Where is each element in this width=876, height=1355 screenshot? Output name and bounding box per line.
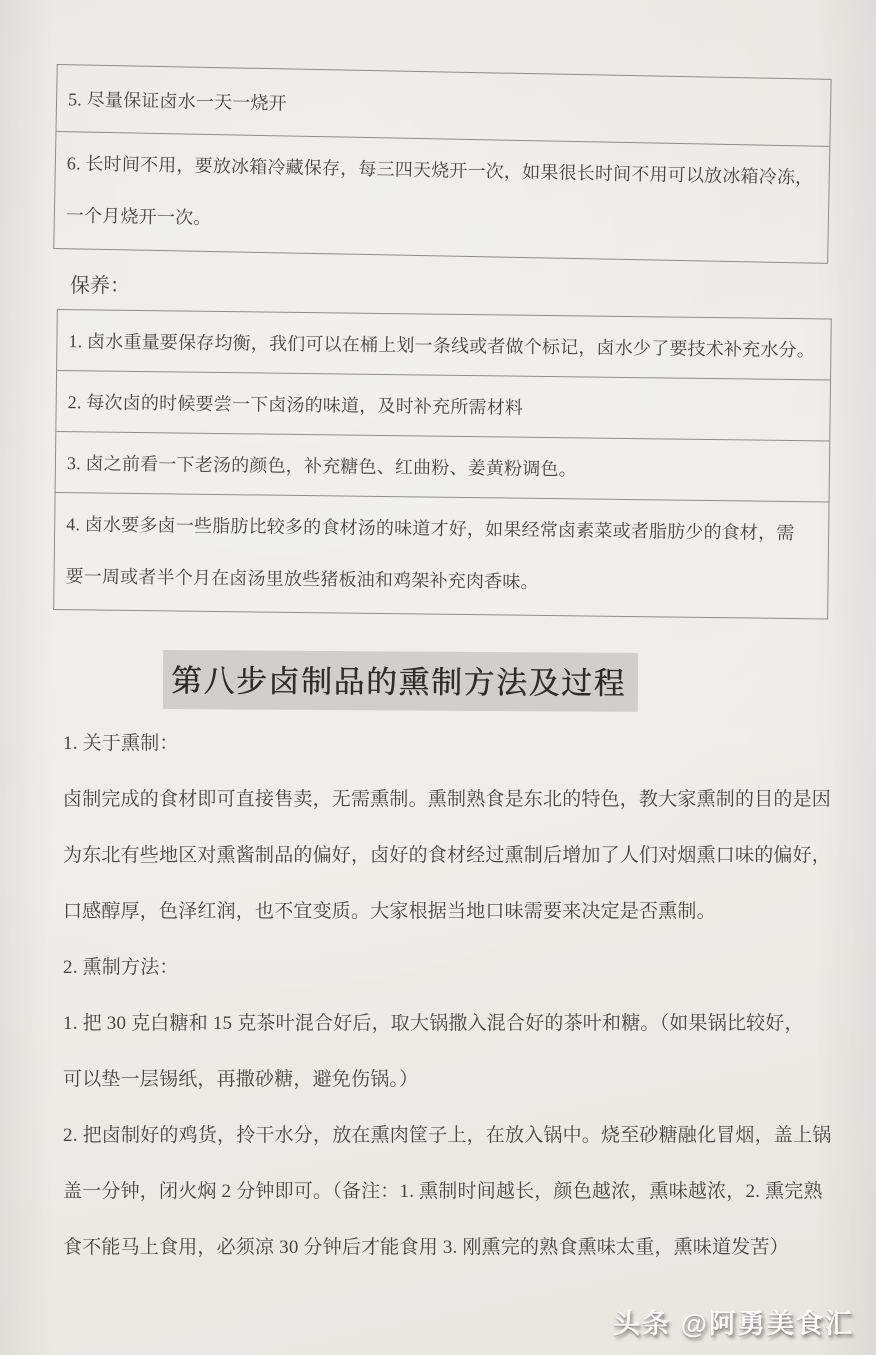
body-line: 卤制完成的食材即可直接售卖，无需熏制。熏制熟食是东北的特色，教大家熏制的目的是因 bbox=[63, 789, 832, 810]
table-cell-text: 1. 卤水重量要保存均衡，我们可以在桶上划一条线或者做个标记，卤水少了要技术补充水分。 bbox=[68, 331, 816, 361]
maintenance-label: 保养： bbox=[70, 275, 130, 297]
table-row bbox=[57, 310, 831, 380]
body-line: 食不能马上食用，必须凉 30 分钟后才能食用 3. 刚熏完的熟食熏味太重，熏味道发苦） bbox=[63, 1237, 789, 1258]
section-heading: 第八步卤制品的熏制方法及过程 bbox=[163, 650, 638, 712]
table-row bbox=[54, 493, 828, 618]
body-line: 口感醇厚，色泽红润，也不宜变质。大家根据当地口味需要来决定是否熏制。 bbox=[63, 901, 716, 922]
table-cell-text: 要一周或者半个月在卤汤里放些猪板油和鸡架补充肉香味。 bbox=[65, 566, 539, 592]
table-row bbox=[56, 432, 830, 502]
body-line: 盖一分钟，闭火焖 2 分钟即可。（备注：1. 熏制时间越长，颜色越浓，熏味越浓，2. 熏完熟 bbox=[63, 1181, 823, 1202]
storage-table bbox=[53, 64, 831, 264]
table-cell-text: 2. 每次卤的时候要尝一下卤汤的味道，及时补充所需材料 bbox=[67, 392, 524, 418]
table-cell-text: 4. 卤水要多卤一些脂肪比较多的食材汤的味道才好，如果经常卤素菜或者脂肪少的食材，需 bbox=[66, 514, 795, 544]
table-cell-text: 6. 长时间不用，要放冰箱冷藏保存，每三四天烧开一次，如果很长时间不用可以放冰箱冷冻， bbox=[66, 153, 814, 188]
table-cell-text: 3. 卤之前看一下老汤的颜色，补充糖色、红曲粉、姜黄粉调色。 bbox=[66, 453, 578, 480]
table-cell-text: 一个月烧开一次。 bbox=[65, 205, 212, 229]
table-cell-text: 5. 尽量保证卤水一天一烧开 bbox=[67, 89, 288, 114]
body-line: 为东北有些地区对熏酱制品的偏好，卤好的食材经过熏制后增加了人们对烟熏口味的偏好， bbox=[63, 845, 832, 866]
body-line: 2. 把卤制好的鸡货，拎干水分，放在熏肉筐子上，在放入锅中。烧至砂糖融化冒烟，盖上锅 bbox=[63, 1125, 832, 1146]
about-smoking-title: 1. 关于熏制： bbox=[63, 733, 179, 754]
maintenance-table bbox=[53, 309, 832, 619]
section-heading-row bbox=[163, 650, 876, 712]
watermark bbox=[613, 1302, 854, 1341]
smoking-method-title: 2. 熏制方法： bbox=[63, 957, 179, 978]
table-row bbox=[56, 371, 830, 441]
body-line: 1. 把 30 克白糖和 15 克茶叶混合好后，取大锅撒入混合好的茶叶和糖。（如果锅比较好， bbox=[63, 1013, 804, 1034]
table-row bbox=[54, 132, 829, 263]
body-text bbox=[63, 716, 836, 1276]
body-line: 可以垫一层锡纸，再撒砂糖，避免伤锅。） bbox=[63, 1069, 419, 1090]
watermark-text: 头条 @阿勇美食汇 bbox=[613, 1309, 854, 1339]
